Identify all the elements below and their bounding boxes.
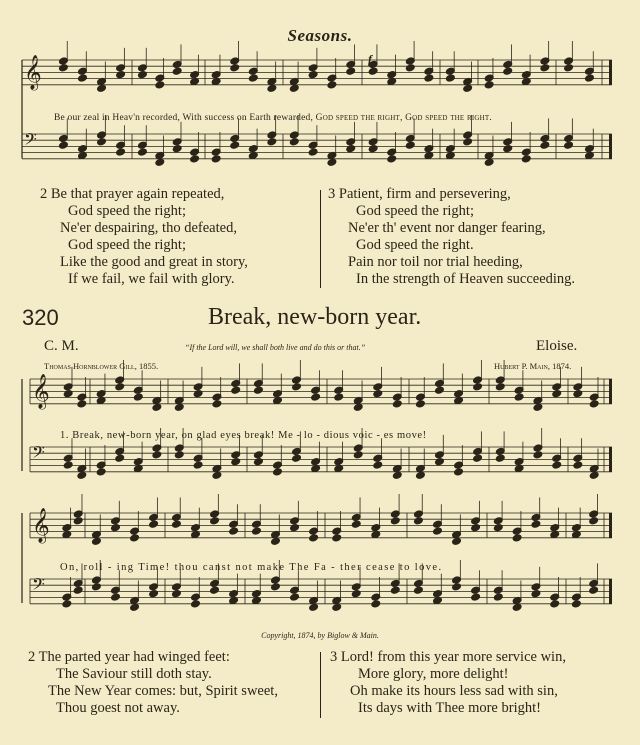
notehead (253, 457, 263, 465)
hymn-lyric-line-1: 1. Break, new-born year, on glad eyes break! Me - lo - dious voic - es move! (60, 430, 427, 441)
final-barline (609, 60, 612, 85)
notehead (62, 600, 72, 608)
hymn-meter: C. M. (44, 338, 79, 354)
notehead (174, 403, 184, 411)
verse-line: God speed the right. (356, 237, 474, 253)
notehead (484, 158, 494, 166)
tune-name: Eloise. (536, 338, 578, 354)
final-barline (609, 447, 612, 472)
verse-line: Ne'er th' event nor danger fearing, (348, 220, 546, 236)
notehead (231, 386, 241, 394)
notehead (271, 583, 281, 591)
notehead (327, 81, 337, 89)
verse-number: 3 (328, 186, 336, 202)
notehead (452, 583, 462, 591)
notehead (433, 527, 443, 535)
verse-line: Like the good and great in story, (60, 254, 248, 270)
verse-line: God speed the right; (68, 203, 186, 219)
notehead (77, 400, 87, 408)
notehead (193, 389, 203, 397)
notehead (97, 84, 107, 92)
notehead (571, 600, 581, 608)
notehead (392, 400, 402, 408)
notehead (289, 84, 299, 92)
verse-line: God speed the right; (356, 203, 474, 219)
notehead (155, 158, 165, 166)
notehead (63, 389, 73, 397)
notehead (309, 534, 319, 542)
notehead (174, 451, 184, 459)
notehead (210, 517, 220, 525)
notehead (77, 471, 87, 479)
notehead (585, 74, 595, 82)
notehead (58, 141, 68, 149)
notehead (171, 520, 181, 528)
notehead (73, 517, 83, 525)
verse-number: 2 (40, 186, 48, 202)
notehead (435, 386, 445, 394)
verse-line: The Saviour still doth stay. (56, 666, 212, 682)
notehead (473, 454, 483, 462)
notehead (78, 74, 88, 82)
notehead (253, 386, 263, 394)
verse-line: In the strength of Heaven succeeding. (356, 271, 576, 287)
notehead (267, 138, 277, 146)
verse-line: Lord! from this year more service win, (340, 649, 566, 665)
notehead (512, 534, 522, 542)
notehead (332, 603, 342, 611)
notehead (503, 67, 513, 75)
notehead (111, 593, 121, 601)
notehead (573, 389, 583, 397)
notehead (463, 138, 473, 146)
notehead (531, 589, 541, 597)
notehead (334, 393, 344, 401)
notehead (371, 600, 381, 608)
notehead (454, 468, 464, 476)
notehead (290, 593, 300, 601)
notehead (191, 600, 201, 608)
notehead (308, 148, 318, 156)
notehead (190, 155, 200, 163)
notehead (552, 461, 562, 469)
notehead (392, 471, 402, 479)
final-barline (609, 134, 612, 159)
verse-line: God speed the right; (68, 237, 186, 253)
notehead (533, 403, 543, 411)
seasons-verse-3 (328, 186, 628, 288)
notehead (533, 451, 543, 459)
notehead (152, 403, 162, 411)
verse-number: 3 (330, 649, 338, 665)
notehead (353, 403, 363, 411)
notehead (133, 393, 143, 401)
bass-clef-icon: 𝄢 (32, 444, 45, 466)
seasons-lyric-line (54, 113, 492, 123)
notehead (550, 600, 560, 608)
notehead (58, 64, 68, 72)
notehead (368, 67, 378, 75)
notehead (589, 517, 599, 525)
notehead (512, 603, 522, 611)
notehead (495, 454, 505, 462)
notehead (471, 523, 481, 531)
notehead (212, 471, 222, 479)
bass-clef-icon: 𝄢 (24, 131, 37, 153)
notehead (373, 389, 383, 397)
verse-number: 2 (28, 649, 36, 665)
final-barline (609, 513, 612, 538)
notehead (91, 537, 101, 545)
notehead (231, 457, 241, 465)
notehead (589, 400, 599, 408)
notehead (351, 589, 361, 597)
notehead (405, 141, 415, 149)
final-barline (609, 379, 612, 404)
notehead (540, 141, 550, 149)
notehead (368, 144, 378, 152)
notehead (309, 603, 319, 611)
notehead (473, 383, 483, 391)
notehead (111, 523, 121, 531)
notehead (210, 586, 220, 594)
verse-divider (320, 652, 321, 718)
notehead (152, 451, 162, 459)
hymn-title: Break, new-born year. (208, 304, 422, 330)
notehead (415, 400, 425, 408)
hymn-number: 320 (22, 305, 59, 330)
notehead (172, 67, 182, 75)
verse-line: If we fail, we fail with glory. (68, 271, 235, 287)
author-credit: Thomas Hornblower Gill, 1855. (44, 361, 159, 371)
notehead (452, 537, 462, 545)
notehead (445, 74, 455, 82)
notehead (73, 586, 83, 594)
notehead (63, 461, 73, 469)
notehead (493, 593, 503, 601)
notehead (521, 155, 531, 163)
verse-line: Ne'er despairing, tho defeated, (60, 220, 237, 236)
notehead (540, 64, 550, 72)
treble-clef-icon: 𝄞 (32, 509, 50, 542)
notehead (130, 534, 140, 542)
notehead (229, 527, 239, 535)
notehead (495, 383, 505, 391)
notehead (97, 138, 107, 146)
notehead (493, 523, 503, 531)
notehead (230, 141, 240, 149)
notehead (172, 144, 182, 152)
seasons-verse-2 (40, 186, 315, 288)
composer-credit: Hubert P. Main, 1874. (494, 361, 572, 371)
verse-line: More glory, more delight! (358, 666, 509, 682)
epigraph: “If the Lord will, we shall both live and do this or that.” (185, 343, 366, 352)
notehead (171, 589, 181, 597)
notehead (390, 586, 400, 594)
notehead (373, 461, 383, 469)
final-barline (609, 579, 612, 604)
notehead (353, 451, 363, 459)
notehead (211, 155, 221, 163)
notehead (564, 141, 574, 149)
copyright-notice: Copyright, 1874, by Biglow & Main. (261, 631, 379, 640)
notehead (273, 468, 283, 476)
notehead (292, 454, 302, 462)
notehead (346, 144, 356, 152)
verse-divider (320, 190, 321, 288)
verse-line: The New Year comes: but, Spirit sweet, (48, 683, 278, 699)
notehead (463, 84, 473, 92)
treble-clef-icon: 𝄞 (32, 375, 50, 408)
notehead (390, 517, 400, 525)
notehead (137, 70, 147, 78)
notehead (589, 471, 599, 479)
notehead (115, 454, 125, 462)
notehead (91, 583, 101, 591)
notehead (271, 537, 281, 545)
hymn-verse-2 (28, 649, 318, 717)
notehead (484, 81, 494, 89)
notehead (116, 70, 126, 78)
notehead (332, 534, 342, 542)
notehead (503, 144, 513, 152)
notehead (514, 393, 524, 401)
notehead (290, 523, 300, 531)
verse-line: Be that prayer again repeated, (50, 186, 225, 202)
notehead (413, 517, 423, 525)
verse-line: Pain nor toil nor trial heeding, (348, 254, 523, 270)
notehead (212, 400, 222, 408)
notehead (327, 158, 337, 166)
dynamic-forte: f (368, 52, 372, 66)
treble-clef-icon: 𝄞 (24, 56, 42, 89)
notehead (346, 67, 356, 75)
hymn-verse-3 (330, 649, 630, 717)
seasons-lyric-refrain: God speed the right, God speed the right. (315, 113, 492, 123)
notehead (415, 471, 425, 479)
verse-line: Thou goest not away. (56, 700, 180, 716)
bass-clef-icon: 𝄢 (32, 576, 45, 598)
notehead (308, 70, 318, 78)
seasons-lyric-text: Be our zeal in Heav'n recorded, With success on Earth rewarded, (54, 113, 314, 123)
notehead (573, 461, 583, 469)
notehead (387, 155, 397, 163)
notehead (96, 468, 106, 476)
notehead (531, 520, 541, 528)
notehead (405, 64, 415, 72)
notehead (267, 84, 277, 92)
notehead (471, 593, 481, 601)
notehead (424, 74, 434, 82)
notehead (130, 603, 140, 611)
notehead (230, 64, 240, 72)
notehead (137, 148, 147, 156)
notehead (292, 383, 302, 391)
notehead (552, 389, 562, 397)
notehead (311, 393, 321, 401)
notehead (289, 138, 299, 146)
notehead (435, 457, 445, 465)
notehead (248, 74, 258, 82)
verse-line: Patient, firm and persevering, (338, 186, 511, 202)
notehead (116, 148, 126, 156)
notehead (251, 527, 261, 535)
notehead (149, 589, 159, 597)
notehead (413, 586, 423, 594)
notehead (589, 586, 599, 594)
notehead (564, 64, 574, 72)
verse-line: Its days with Thee more bright! (358, 700, 541, 716)
notehead (193, 461, 203, 469)
notehead (149, 520, 159, 528)
verse-line: Oh make its hours less sad with sin, (350, 683, 558, 699)
notehead (155, 81, 165, 89)
verse-line: The parted year had winged feet: (38, 649, 230, 665)
notehead (351, 520, 361, 528)
notehead (115, 383, 125, 391)
hymn-lyric-line-2: On, roll - ing Time! thou canst not make The Fa - ther cease to love. (60, 562, 443, 573)
seasons-title: Seasons. (287, 26, 353, 45)
